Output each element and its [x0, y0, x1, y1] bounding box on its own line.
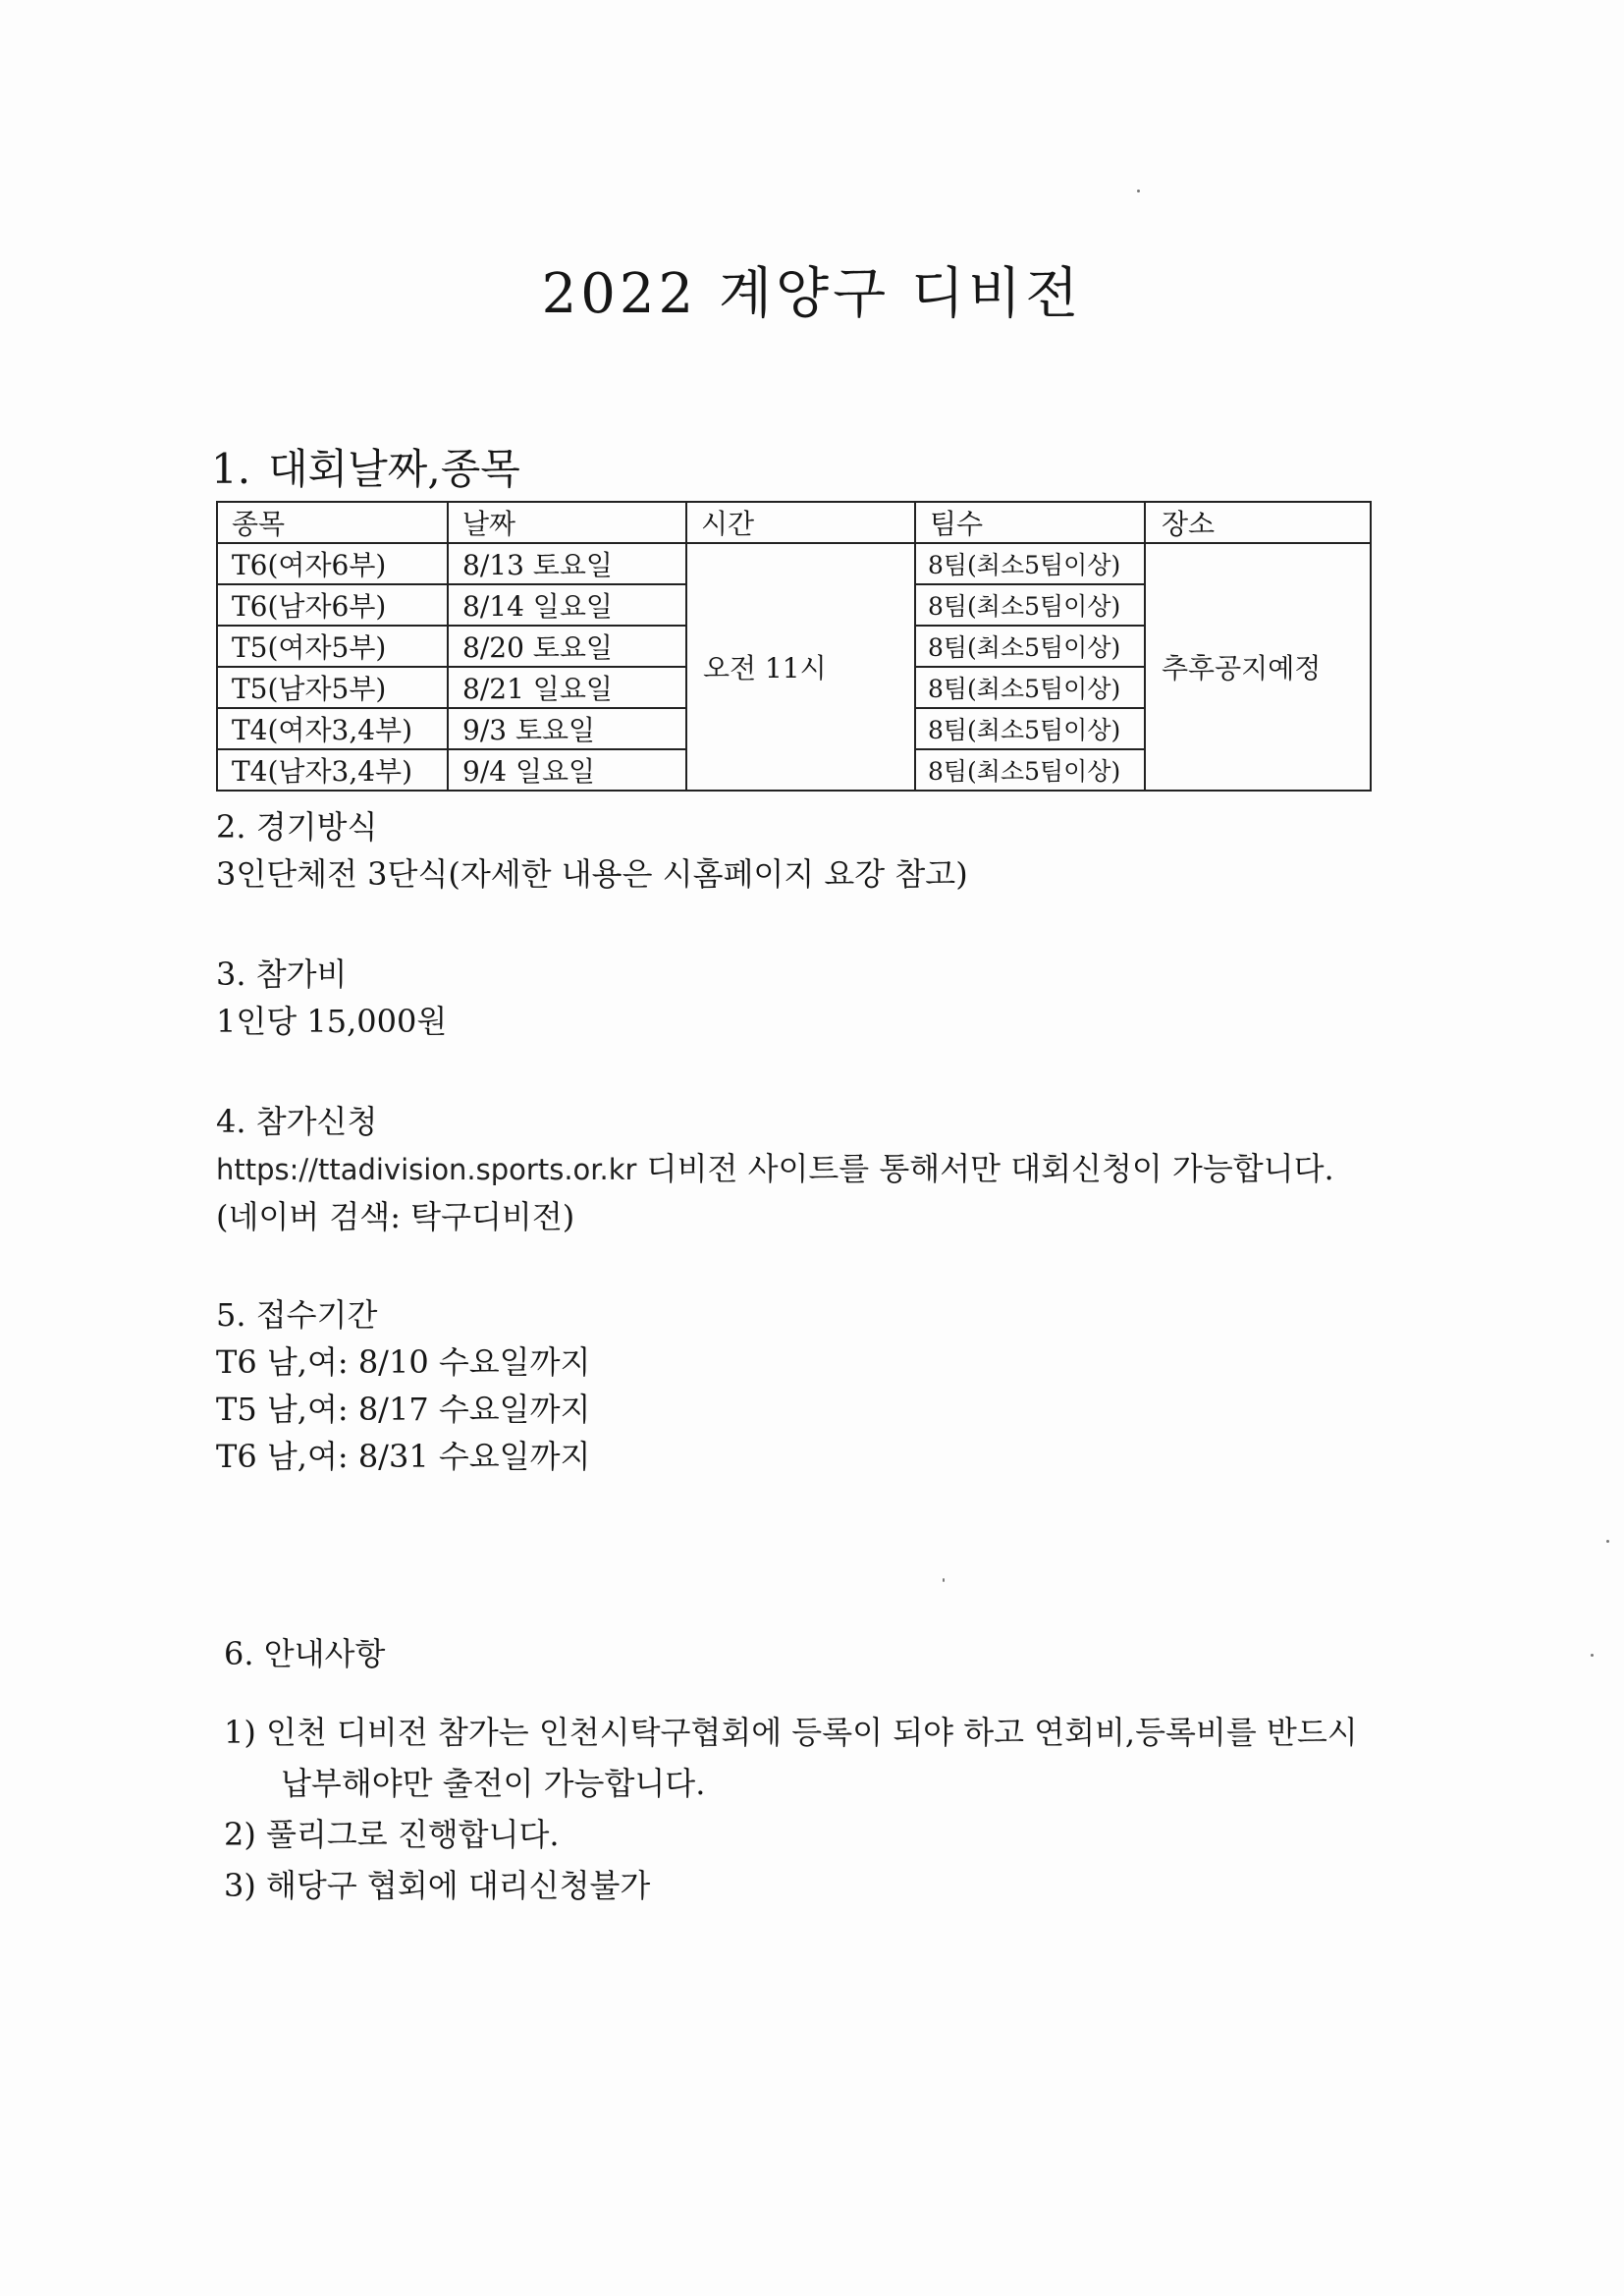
- section-1-number: 1.: [211, 445, 251, 493]
- section-4-heading: 4. 참가신청: [216, 1103, 378, 1140]
- teams-cell: 8팀(최소5팀이상): [915, 708, 1145, 749]
- event-cell: T4(여자3,4부): [217, 708, 448, 749]
- date-cell: 9/3 토요일: [448, 708, 686, 749]
- section-5-heading: 5. 접수기간: [216, 1296, 378, 1334]
- table-header-row: [217, 502, 1371, 543]
- date-cell: 8/21 일요일: [448, 667, 686, 708]
- section-6-heading: 6. 안내사항: [224, 1635, 386, 1672]
- notice-number: 2): [224, 1816, 256, 1853]
- section-3-heading: 3. 참가비: [216, 956, 348, 993]
- event-cell: T5(여자5부): [217, 626, 448, 667]
- table-row: [217, 543, 1371, 584]
- event-cell: T4(남자3,4부): [217, 749, 448, 791]
- section-fee: [216, 951, 447, 1045]
- section-registration: [216, 1098, 1334, 1240]
- scan-speck: [1137, 190, 1140, 192]
- scan-speck: [943, 1578, 945, 1582]
- date-cell: 9/4 일요일: [448, 749, 686, 791]
- date-cell: 8/14 일요일: [448, 584, 686, 626]
- venue-cell: 추후공지예정: [1145, 543, 1371, 791]
- notice-text-continued: 납부해야만 출전이 가능합니다.: [281, 1765, 706, 1802]
- teams-cell: 8팀(최소5팀이상): [915, 626, 1145, 667]
- column-header: 팀수: [915, 502, 1145, 543]
- event-cell: T5(남자5부): [217, 667, 448, 708]
- period-line: T6 남,여: 8/31 수요일까지: [216, 1438, 591, 1475]
- date-cell: 8/20 토요일: [448, 626, 686, 667]
- section-period: [216, 1291, 590, 1480]
- section-1-title: 대회날짜,종목: [268, 445, 520, 493]
- notice-text: 인천 디비전 참가는 인천시탁구협회에 등록이 되야 하고 연회비,등록비를 반드시: [266, 1714, 1358, 1751]
- notice-item: [224, 1860, 1358, 1911]
- registration-search: (네이버 검색: 탁구디비전): [216, 1198, 575, 1235]
- section-2-heading: 2. 경기방식: [216, 808, 378, 846]
- notice-item: [224, 1707, 1358, 1809]
- format-text: 3인단체전 3단식(자세한 내용은 시홈페이지 요강 참고): [216, 855, 968, 893]
- section-format: [216, 803, 968, 898]
- fee-text: 1인당 15,000원: [216, 1003, 448, 1040]
- teams-cell: 8팀(최소5팀이상): [915, 667, 1145, 708]
- period-line: T5 남,여: 8/17 수요일까지: [216, 1391, 591, 1428]
- scan-speck: [1591, 1654, 1594, 1657]
- event-cell: T6(남자6부): [217, 584, 448, 626]
- schedule-table: [216, 501, 1372, 792]
- column-header: 장소: [1145, 502, 1371, 543]
- scan-speck: [1606, 1540, 1609, 1543]
- time-cell: 오전 11시: [686, 543, 915, 791]
- date-cell: 8/13 토요일: [448, 543, 686, 584]
- notice-text: 해당구 협회에 대리신청불가: [266, 1867, 651, 1904]
- registration-line: [216, 1145, 1334, 1193]
- notice-number: 1): [224, 1714, 256, 1751]
- event-cell: T6(여자6부): [217, 543, 448, 584]
- notice-item: [224, 1809, 1358, 1860]
- section-notices: [224, 1630, 1358, 1911]
- period-line: T6 남,여: 8/10 수요일까지: [216, 1343, 591, 1381]
- registration-link[interactable]: https://ttadivision.sports.or.kr: [216, 1153, 637, 1186]
- teams-cell: 8팀(최소5팀이상): [915, 749, 1145, 791]
- teams-cell: 8팀(최소5팀이상): [915, 584, 1145, 626]
- column-header: 날짜: [448, 502, 686, 543]
- notice-number: 3): [224, 1867, 256, 1904]
- column-header: 종목: [217, 502, 448, 543]
- section-1-heading: [211, 437, 520, 496]
- page-title: 2022 계양구 디비전: [541, 262, 1083, 326]
- teams-cell: 8팀(최소5팀이상): [915, 543, 1145, 584]
- registration-text: 디비전 사이트를 통해서만 대회신청이 가능합니다.: [646, 1150, 1334, 1187]
- notice-text: 풀리그로 진행합니다.: [266, 1816, 560, 1853]
- column-header: 시간: [686, 502, 915, 543]
